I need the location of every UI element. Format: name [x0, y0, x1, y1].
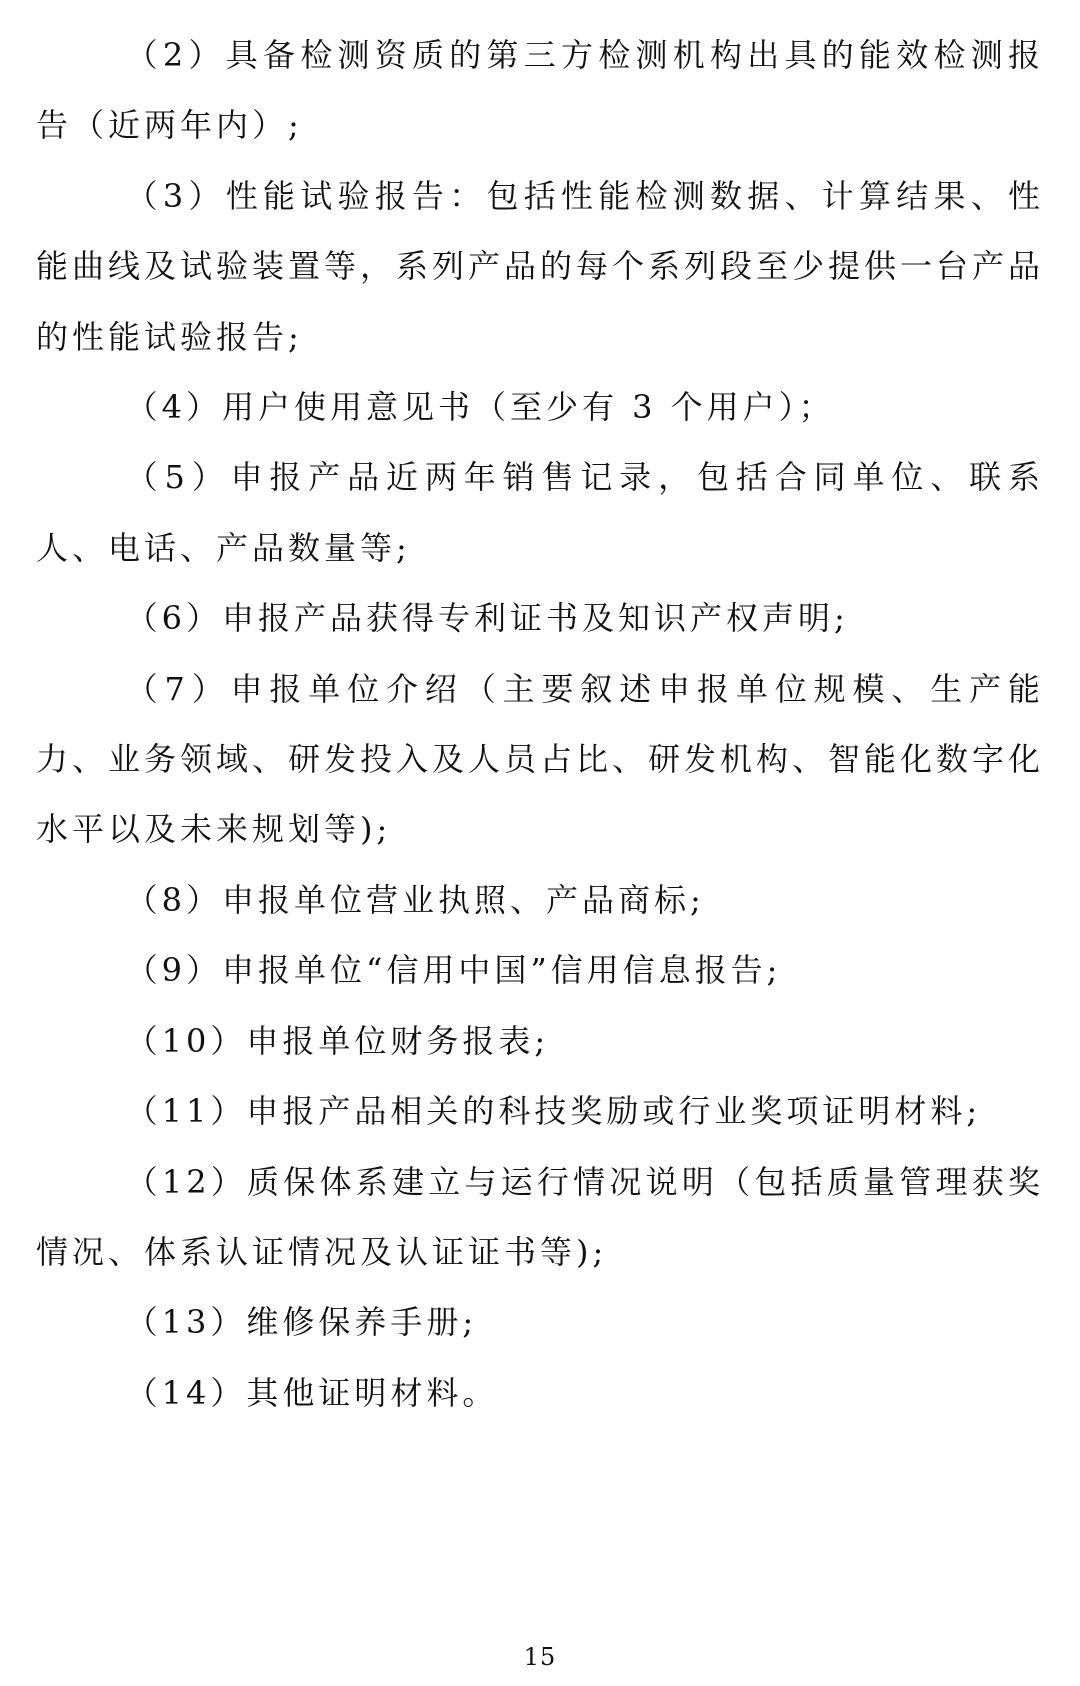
paragraph-item-11: （11）申报产品相关的科技奖励或行业奖项证明材料; — [125, 1092, 982, 1131]
paragraph-item-8: （8）申报单位营业执照、产品商标; — [125, 880, 705, 919]
paragraph-item-13: （13）维修保养手册; — [125, 1303, 478, 1342]
paragraph-item-10: （10）申报单位财务报表; — [125, 1021, 550, 1060]
paragraph-item-9: （9）申报单位“信用中国”信用信息报告; — [125, 951, 782, 990]
paragraph-item-4: （4）用户使用意见书（至少有 3 个用户）； — [125, 388, 835, 427]
paragraph-item-5: （5）申报产品近两年销售记录，包括合同单位、联系人、电话、产品数量等; — [36, 458, 1044, 567]
paragraph-item-12: （12）质保体系建立与运行情况说明（包括质量管理获奖情况、体系认证情况及认证证书等); — [36, 1162, 1044, 1271]
paragraph-item-14: （14）其他证明材料。 — [125, 1373, 499, 1412]
paragraph-item-2: （2）具备检测资质的第三方检测机构出具的能效检测报告（近两年内）; — [36, 36, 1044, 145]
paragraph-item-3: （3）性能试验报告：包括性能检测数据、计算结果、性能曲线及试验装置等，系列产品的每个系列段至少提供一台产品的性能试验报告; — [36, 176, 1045, 356]
paragraph-item-6: （6）申报产品获得专利证书及知识产权声明; — [125, 599, 849, 638]
document-body — [36, 20, 1044, 1428]
page-number: 15 — [523, 1643, 557, 1671]
paragraph-item-7: （7）申报单位介绍（主要叙述申报单位规模、生产能力、业务领域、研发投入及人员占比、研发机构、智能化数字化水平以及未来规划等); — [36, 669, 1045, 849]
